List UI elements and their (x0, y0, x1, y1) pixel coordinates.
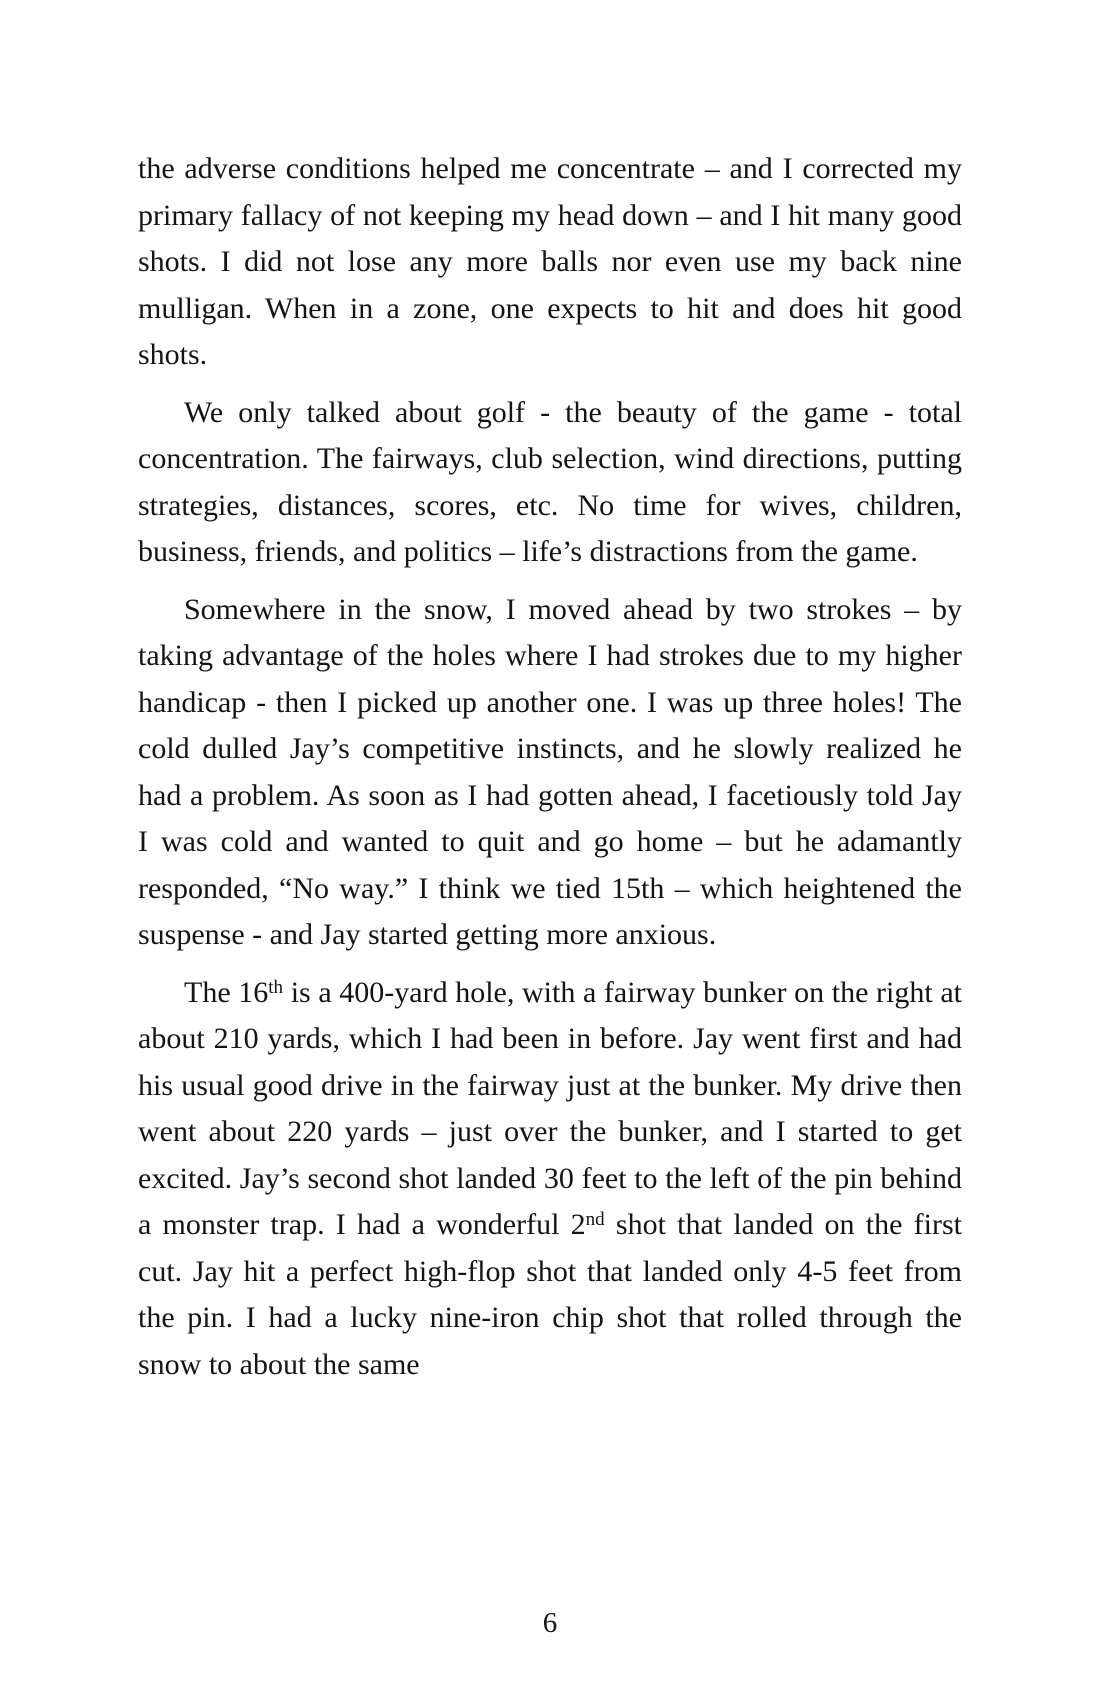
text-segment: Somewhere in the snow, I moved ahead by two strokes – by taking advantage of the holes where I had strokes due to my higher handicap - then I picked up another one. I was up three holes! The cold dulled Jay’s competitive instincts, and he slowly realized he had a problem. As soon as I had gotten ahead, I facetiously told Jay I was cold and wanted to quit and go home – but he adamantly responded, “No way.” I think we tied 15th – which heightened the suspense - and Jay started getting more anxious. (138, 592, 962, 951)
text-segment: is a 400-yard hole, with a fairway bunker on the right at about 210 yards, which I had been in before. Jay went first and had his usual good drive in the fairway just at the bunker. My drive then went about 220 yards – just over the bunker, and I started to get excited. Jay’s second shot landed 30 feet to the left of the pin behind a monster trap. I had a wonderful 2 (138, 975, 962, 1241)
paragraph (138, 970, 962, 1389)
body-text (138, 146, 962, 1399)
paragraph (138, 390, 962, 576)
ordinal-superscript: th (268, 976, 284, 998)
text-segment: shot that landed on the first cut. Jay hit a perfect high-flop shot that landed only 4-5 feet from the pin. I had a lucky nine-iron chip shot that rolled through the snow to about the same (138, 1208, 962, 1381)
text-segment: We only talked about golf - the beauty of the game - total concentration. The fairways, club selection, wind directions, putting strategies, distances, scores, etc. No time for wives, children, business, friends, and politics – life’s distractions from the game. (138, 395, 962, 568)
text-segment: The 16 (184, 975, 269, 1009)
paragraph (138, 587, 962, 959)
paragraph (138, 146, 962, 379)
ordinal-superscript: nd (585, 1209, 605, 1231)
text-segment: the adverse conditions helped me concentrate – and I corrected my primary fallacy of not keeping my head down – and I hit many good shots. I did not lose any more balls nor even use my back nine mulligan. When in a zone, one expects to hit and does hit good shots. (138, 152, 962, 371)
page-number: 6 (542, 1607, 558, 1639)
